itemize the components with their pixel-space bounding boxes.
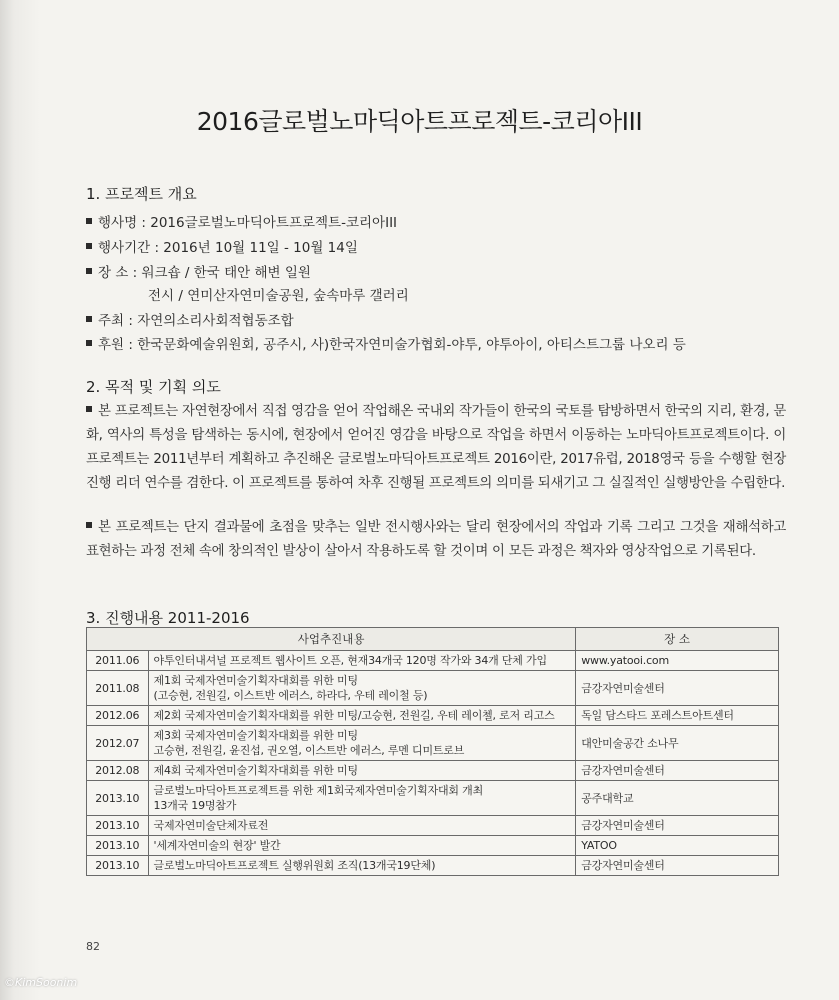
row-content-line1: 야투인터내셔널 프로젝트 웹사이트 오픈, 현재34개국 120명 작가와 34개 단체 가입 xyxy=(153,654,547,667)
row-place: 대안미술공간 소나무 xyxy=(576,726,779,761)
bullet-icon xyxy=(86,268,92,274)
row-content-line1: 제2회 국제자연미술기획자대회를 위한 미팅/고승현, 전원길, 우테 레이첼, 로저 리고스 xyxy=(153,709,555,722)
row-content-line1: 글로벌노마딕아트프로젝트를 위한 제1회국제자연미술기획자대회 개최 xyxy=(153,784,483,797)
header-place: 장 소 xyxy=(576,628,779,651)
row-content xyxy=(148,726,576,761)
info-sponsor: 후원 : 한국문화예술위원회, 공주시, 사)한국자연미술가협회-야투, 야투아이, 아티스트그룹 나오리 등 xyxy=(86,333,686,353)
progress-table xyxy=(86,627,779,876)
row-content-line1: '세계자연미술의 현장' 발간 xyxy=(153,839,281,852)
table-row xyxy=(87,781,779,816)
row-place: www.yatooi.com xyxy=(576,651,779,671)
row-content xyxy=(148,836,576,856)
row-place: 독일 담스타드 포레스트아트센터 xyxy=(576,706,779,726)
row-content-line2: 고승현, 전원길, 윤진섭, 권오열, 이스트반 에러스, 루멘 디미트로브 xyxy=(153,744,465,757)
purpose-paragraph-2: 본 프로젝트는 단지 결과물에 초점을 맞추는 일반 전시행사와는 달리 현장에서의 작업과 기록 그리고 그것을 재해석하고 표현하는 과정 전체 속에 창의적인 발상이 살아서 작용하도록 할 것이며 이 모든 과정은 책자와 영상작업으로 기록된다. xyxy=(86,520,786,559)
row-content-line2: (고승현, 전원길, 이스트반 에러스, 하라다, 우테 레이철 등) xyxy=(153,689,428,702)
purpose-paragraph-1: 본 프로젝트는 자연현장에서 직접 영감을 얻어 작업해온 국내외 작가들이 한국의 국토를 탐방하면서 한국의 지리, 환경, 문화, 역사의 특성을 탐색하는 동시에, 현장에서 얻어진 영감을 바탕으로 작업을 하면서 이동하는 노마딕아트프로젝트이다. 이 프로젝트는 2011년부터 계획하고 추진해온 글로벌노마딕아트프로젝트 2016이란, 2017유럽, 2018영국 등을 수행할 현장 진행 리더 연수를 겸한다. 이 프로젝트를 통하여 차후 진행될 프로젝트의 의미를 되새기고 그 실질적인 실행방안을 수립한다. xyxy=(86,404,786,491)
row-content xyxy=(148,671,576,706)
row-content xyxy=(148,651,576,671)
row-content xyxy=(148,781,576,816)
bullet-icon xyxy=(86,522,92,528)
bullet-icon xyxy=(86,340,92,346)
table-row xyxy=(87,761,779,781)
info-host: 주최 : 자연의소리사회적협동조합 xyxy=(86,309,294,329)
table-row xyxy=(87,651,779,671)
table-row xyxy=(87,816,779,836)
row-date: 2012.08 xyxy=(87,761,149,781)
row-place: 금강자연미술센터 xyxy=(576,761,779,781)
row-content-line1: 글로벌노마딕아트프로젝트 실행위원회 조직(13개국19단체) xyxy=(153,859,436,872)
section3-heading: 3. 진행내용 2011-2016 xyxy=(86,609,250,627)
bullet-icon xyxy=(86,406,92,412)
table-row xyxy=(87,671,779,706)
row-content xyxy=(148,706,576,726)
row-date: 2013.10 xyxy=(87,836,149,856)
info-venue-line2: 전시 / 연미산자연미술공원, 숲속마루 갤러리 xyxy=(148,288,409,304)
table-row xyxy=(87,856,779,876)
row-content-line1: 국제자연미술단체자료전 xyxy=(153,819,269,832)
info-event-period: 행사기간 : 2016년 10월 11일 - 10월 14일 xyxy=(86,236,358,256)
watermark: ©KimSoonim xyxy=(4,976,78,989)
section2-heading: 2. 목적 및 기획 의도 xyxy=(86,378,221,396)
table-row xyxy=(87,836,779,856)
row-place: 금강자연미술센터 xyxy=(576,671,779,706)
row-content xyxy=(148,761,576,781)
row-date: 2013.10 xyxy=(87,816,149,836)
row-content-line1: 제3회 국제자연미술기획자대회를 위한 미팅 xyxy=(153,729,358,742)
row-content xyxy=(148,856,576,876)
row-date: 2013.10 xyxy=(87,856,149,876)
row-date: 2013.10 xyxy=(87,781,149,816)
row-content-line1: 제4회 국제자연미술기획자대회를 위한 미팅 xyxy=(153,764,358,777)
section1-heading: 1. 프로젝트 개요 xyxy=(86,185,197,203)
table-header-row xyxy=(87,628,779,651)
row-content-line2: 13개국 19명참가 xyxy=(153,799,237,812)
row-place: 금강자연미술센터 xyxy=(576,856,779,876)
row-place: 공주대학교 xyxy=(576,781,779,816)
bullet-icon xyxy=(86,218,92,224)
row-date: 2011.06 xyxy=(87,651,149,671)
row-place: YATOO xyxy=(576,836,779,856)
row-date: 2011.08 xyxy=(87,671,149,706)
bullet-icon xyxy=(86,316,92,322)
table-row xyxy=(87,726,779,761)
info-event-name: 행사명 : 2016글로벌노마딕아트프로젝트-코리아III xyxy=(86,211,397,231)
bullet-icon xyxy=(86,243,92,249)
page-title: 2016글로벌노마딕아트프로젝트-코리아III xyxy=(196,107,643,136)
table-row xyxy=(87,706,779,726)
page-number: 82 xyxy=(86,940,100,953)
row-content xyxy=(148,816,576,836)
info-venue: 장 소 : 워크숍 / 한국 태안 해변 일원 xyxy=(86,261,311,281)
row-place: 금강자연미술센터 xyxy=(576,816,779,836)
row-date: 2012.07 xyxy=(87,726,149,761)
row-content-line1: 제1회 국제자연미술기획자대회를 위한 미팅 xyxy=(153,674,358,687)
header-content: 사업추진내용 xyxy=(87,628,576,651)
row-date: 2012.06 xyxy=(87,706,149,726)
